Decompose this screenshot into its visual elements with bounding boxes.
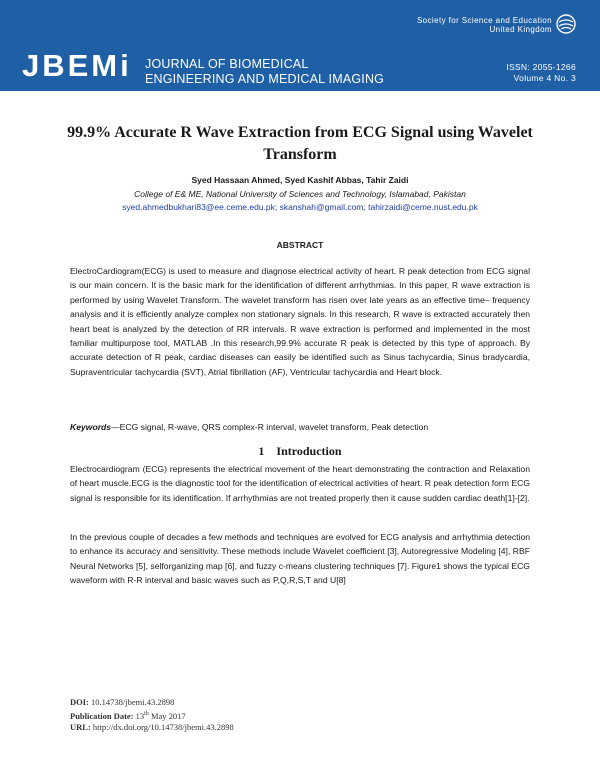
doi-label: DOI: (70, 697, 89, 707)
authors: Syed Hassaan Ahmed, Syed Kashif Abbas, Tahir Zaidi (191, 175, 409, 185)
society-name (417, 16, 552, 34)
section-title: Introduction (276, 444, 342, 458)
section-heading-introduction (0, 444, 600, 459)
pub-day-suffix: th (144, 710, 149, 717)
paper-title: 99.9% Accurate R Wave Extraction from ECG Signal using Wavelet Transform (67, 124, 533, 163)
doi-value: 10.14738/jbemi.43.2898 (91, 697, 175, 707)
society-globe-icon (556, 14, 576, 34)
journal-name-line-1: JOURNAL OF BIOMEDICAL (145, 57, 309, 71)
article-url[interactable]: http://dx.doi.org/10.14738/jbemi.43.2898 (92, 721, 234, 732)
journal-banner (0, 0, 600, 91)
abstract-heading: ABSTRACT (276, 240, 324, 250)
abstract-text: ElectroCardiogram(ECG) is used to measure and diagnose electrical activity of heart. R peak detection from ECG signal is our main concern. It is the basic mark for the identification of different arrhythmias. In this paper, R wave extraction is performed by using Wavelet Transform. The wavelet transform has risen over late years as an effective time– frequency analysis and it is efficiently analyze complex non stationary signals. In this research, R wave is extracted accurately then heart beat is analyzed by the detection of RR intervals. R wave extraction is performed and implemented in the most familiar multipurpose tool, MATLAB .In this research,99.9% accurate R peak is detected by this type of approach. By accurate detection of R peak, cardiac diseases can easily be identified such as Sinus tachycardia, Sinus bradycardia, Supraventricular tachycardia (SVT), Atrial fibrillation (AF), Ventricular tachycardia and Heart block. (70, 266, 530, 377)
affiliation: College of E& ME, National University of Sciences and Technology, Islamabad, Pakistan (134, 189, 466, 199)
volume: Volume 4 No. 3 (513, 73, 576, 83)
journal-name-line-2: ENGINEERING AND MEDICAL IMAGING (145, 72, 385, 86)
intro-paragraph: In the previous couple of decades a few methods and techniques are evolved for ECG analysis and arrhythmia detection to enhance its accuracy and sensitivity. These methods include Wavelet coefficient [3], Autoregressive Modeling [4], RBF Neural Networks [5], selforganizing map [6], and fuzzy c-means clustering techniques [7]. Figure1 shows the typical ECG waveform with R-R interval and basic waves such as P,Q,R,S,T and U[8] (70, 532, 530, 586)
keywords-label: Keywords (70, 422, 112, 432)
url-label: URL: (70, 721, 91, 732)
pub-day: 13 (135, 710, 145, 721)
pub-date-label: Publication Date: (70, 710, 134, 721)
issn-volume (506, 62, 576, 84)
article-footer (70, 697, 234, 733)
pub-month-year: May 2017 (150, 710, 186, 721)
intro-paragraph: Electrocardiogram (ECG) represents the electrical movement of the heart demonstrating the contraction and Relaxation of heart muscle.ECG is the diagnostic tool for the identification of electrical activities of heart. R peak detection form ECG signal is responsible for its identification. If arrhythmias are not treated properly then it cause sudden cardiac death[1]-[2]. (70, 464, 530, 503)
journal-acronym: JBEMi (22, 48, 132, 83)
keywords-text: —ECG signal, R-wave, QRS complex-R interval, wavelet transform, Peak detection (111, 422, 429, 432)
keywords (70, 420, 530, 434)
society-line-1: Society for Science and Education (416, 16, 552, 25)
journal-name (145, 57, 384, 87)
society-line-2: United Kingdom (489, 25, 552, 34)
issn: ISSN: 2055-1266 (506, 62, 576, 72)
section-number: 1 (258, 444, 265, 458)
author-emails[interactable]: syed.ahmedbukhari83@ee.ceme.edu.pk; skanshah@gmail.com; tahirzaidi@ceme.nust.edu.pk (122, 202, 478, 212)
